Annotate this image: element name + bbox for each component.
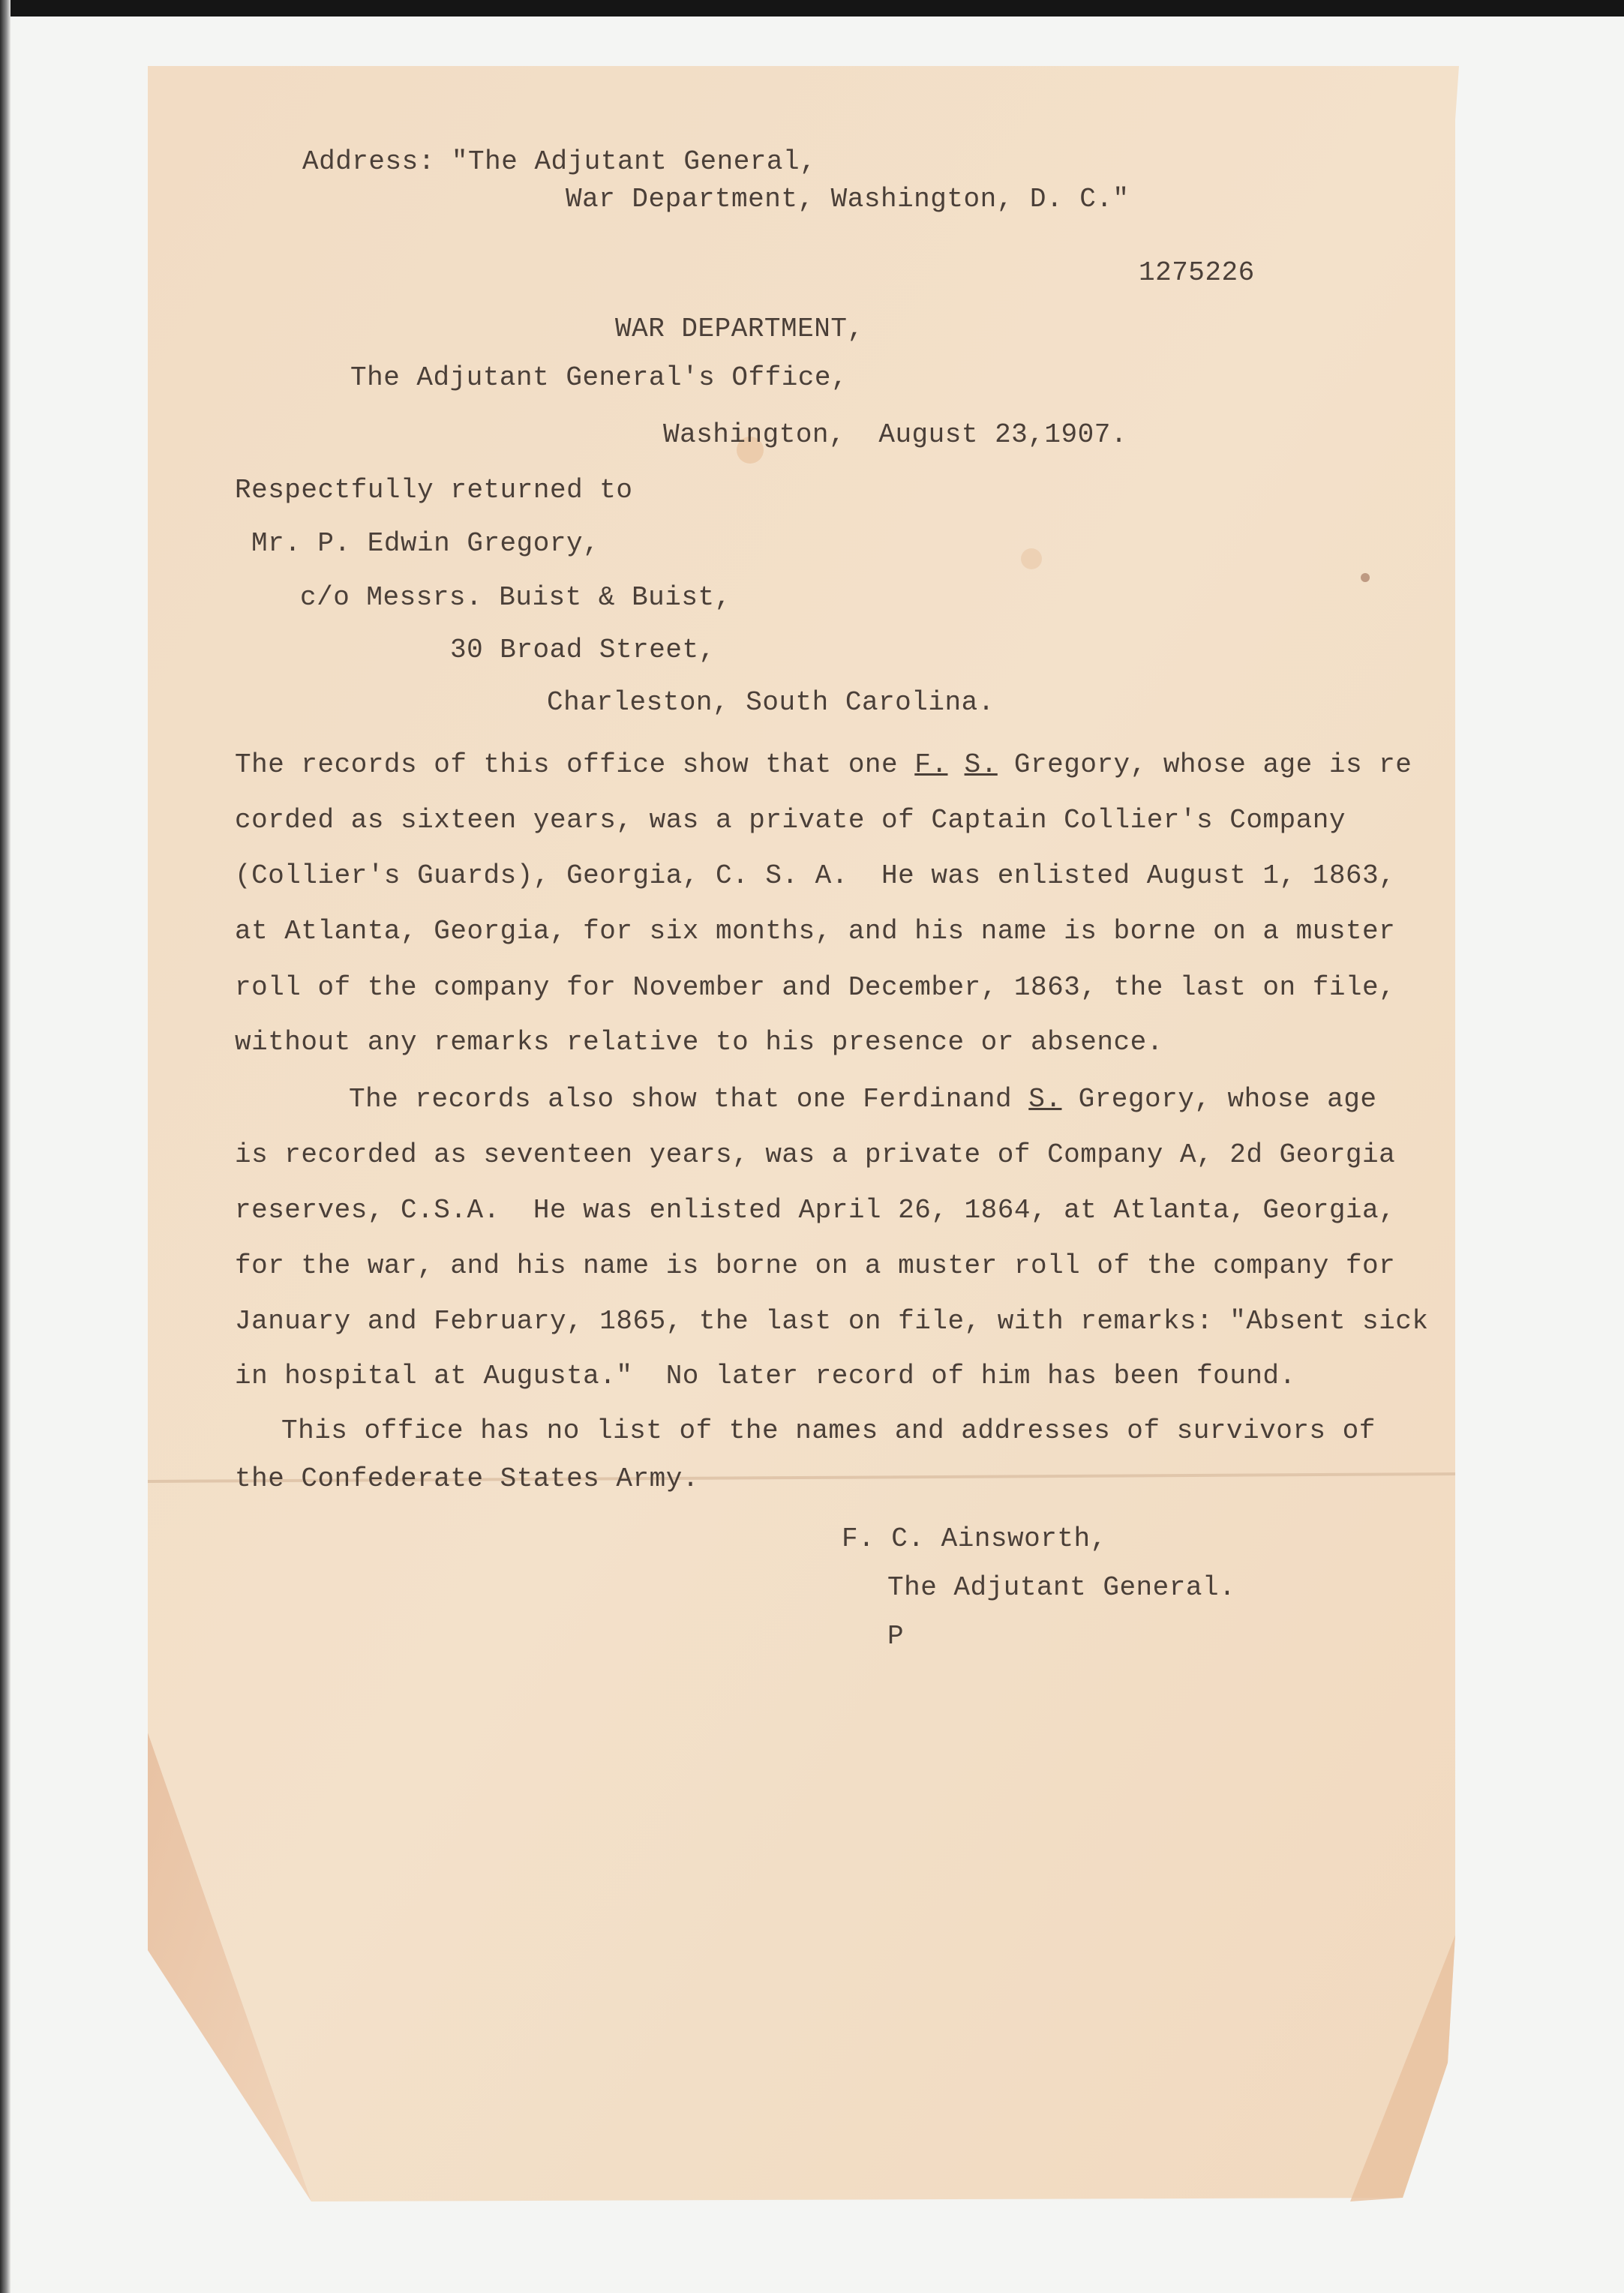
department-heading: WAR DEPARTMENT,	[615, 314, 864, 344]
paragraph-1-line-2: corded as sixteen years, was a private of Captain Collier's Company	[235, 805, 1346, 836]
paragraph-2-line-5: January and February, 1865, the last on file, with remarks: "Absent sick	[235, 1306, 1429, 1337]
office-heading: The Adjutant General's Office,	[350, 362, 848, 393]
place-and-date: Washington, August 23,1907.	[663, 419, 1127, 450]
typist-initial: P	[887, 1621, 905, 1652]
paragraph-3-line-2: the Confederate States Army.	[235, 1463, 699, 1494]
underlined-initial: F.	[914, 749, 948, 780]
signature-title: The Adjutant General.	[887, 1572, 1236, 1603]
paragraph-2-line-2: is recorded as seventeen years, was a private of Company A, 2d Georgia	[235, 1139, 1396, 1170]
paragraph-2-line-1	[349, 1083, 1376, 1116]
paragraph-1-line-5: roll of the company for November and December, 1863, the last on file,	[235, 972, 1396, 1003]
paragraph-1-line-6: without any remarks relative to his presence or absence.	[235, 1027, 1163, 1058]
paragraph-2-line-4: for the war, and his name is borne on a muster roll of the company for	[235, 1250, 1396, 1281]
underlined-initial: S.	[1028, 1084, 1062, 1115]
recipient-street: 30 Broad Street,	[450, 635, 716, 665]
stain-spot	[1021, 548, 1042, 569]
text-run: Gregory, whose age	[1061, 1084, 1377, 1115]
text-run	[947, 749, 964, 780]
paragraph-2-line-6: in hospital at Augusta." No later record of him has been found.	[235, 1361, 1296, 1391]
text-run: The records of this office show that one	[235, 749, 915, 780]
stain-spot	[1361, 573, 1370, 582]
recipient-care-of: c/o Messrs. Buist & Buist,	[300, 582, 731, 613]
paragraph-3-line-1: This office has no list of the names and addresses of survivors of	[281, 1415, 1376, 1446]
text-run: The records also show that one Ferdinand	[349, 1084, 1029, 1115]
recipient-city: Charleston, South Carolina.	[547, 687, 995, 718]
returned-to-intro: Respectfully returned to	[235, 475, 633, 506]
paragraph-1-line-1	[235, 749, 1412, 782]
address-line-2: War Department, Washington, D. C."	[566, 184, 1130, 215]
paragraph-2-line-3: reserves, C.S.A. He was enlisted April 26, 1864, at Atlanta, Georgia,	[235, 1195, 1396, 1226]
underlined-initial: S.	[964, 749, 998, 780]
text-run: Gregory, whose age is re	[997, 749, 1412, 780]
signature-name: F. C. Ainsworth,	[842, 1523, 1107, 1554]
file-number: 1275226	[1139, 257, 1255, 288]
paragraph-1-line-4: at Atlanta, Georgia, for six months, and his name is borne on a muster	[235, 916, 1396, 947]
address-line-1: Address: "The Adjutant General,	[302, 146, 817, 177]
paragraph-1-line-3: (Collier's Guards), Georgia, C. S. A. He was enlisted August 1, 1863,	[235, 860, 1396, 891]
recipient-name: Mr. P. Edwin Gregory,	[251, 528, 600, 559]
